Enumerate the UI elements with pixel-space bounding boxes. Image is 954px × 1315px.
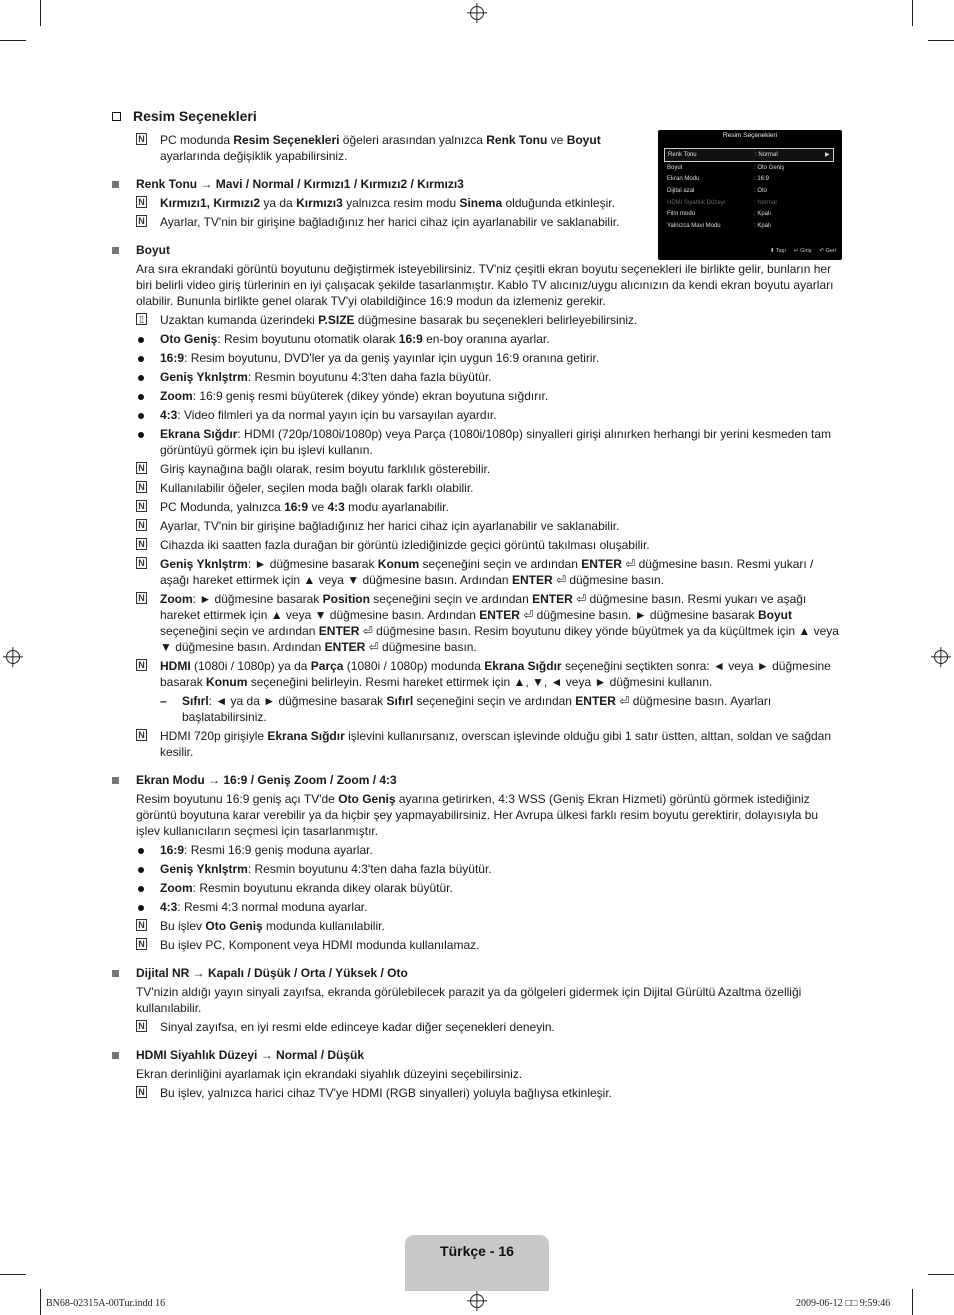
osd-title: Resim Seçenekleri	[722, 132, 778, 139]
arrow-right-icon: ▶	[825, 151, 830, 158]
osd-value: : Oto	[754, 187, 768, 194]
item-heading: Boyut	[112, 242, 842, 258]
note	[112, 214, 656, 230]
note-text: PC modunda Resim Seçenekleri öğeleri arasından yalnızca Renk Tonu ve Boyut ayarlarında değişiklik yapabilirsiniz.	[160, 133, 601, 163]
remote-icon: ▯	[136, 313, 147, 325]
note: N HDMI 720p girişiyle Ekrana Sığdır işlevini kullanırsanız, overscan işlevinde olduğu gibi 1 satır üstten, alttan, soldan ve sağdan kesilir.	[112, 728, 842, 760]
registration-mark-icon	[470, 1294, 484, 1308]
item-heading: Dijital NR → Kapalı / Düşük / Orta / Yüksek / Oto	[112, 965, 842, 981]
osd-value: : Oto Geniş	[754, 164, 785, 171]
square-bullet-icon	[112, 777, 119, 784]
enter-icon: ⏎	[552, 573, 566, 587]
note-icon: N	[136, 919, 147, 931]
bullet-icon	[138, 413, 144, 419]
crop-mark	[0, 40, 26, 41]
file-slug: BN68-02315A-00Tur.indd 16	[46, 1298, 166, 1309]
registration-mark-icon	[934, 650, 948, 664]
note-text: Ayarlar, TV'nin bir girişine bağladığınız her harici cihaz için ayarlanabilir ve saklanabilir.	[160, 215, 620, 229]
note-icon: N	[136, 519, 147, 531]
enter-icon: ⏎	[359, 624, 373, 638]
note-text: Uzaktan kumanda üzerindeki P.SIZE düğmesine basarak bu seçenekleri belirleyebilirsiniz.	[160, 313, 638, 327]
note-icon: N	[136, 481, 147, 493]
osd-label: Renk Tonu	[668, 151, 697, 158]
note: N HDMI (1080i / 1080p) ya da Parça (1080i / 1080p) modunda Ekrana Sığdır seçeneğini seçtikten sonra: ◄ veya ► düğmesine basarak Konum seçeneğini belirleyin. Resmi hareket ettirmek için ▲, ▼, ◄ veya ► düğmesini kullanın.	[112, 658, 842, 690]
osd-label: Boyut	[667, 164, 683, 171]
square-bullet-icon	[112, 1052, 119, 1059]
enter-icon: ⏎	[365, 640, 379, 654]
bullet: Oto Geniş: Resim boyutunu otomatik olarak 16:9 en-boy oranına ayarlar.	[112, 331, 842, 347]
bullet-icon	[138, 375, 144, 381]
bullet: 16:9: Resmi 16:9 geniş moduna ayarlar.	[112, 842, 842, 858]
bullet-icon	[138, 848, 144, 854]
section-title	[112, 108, 842, 124]
note-icon: N	[136, 938, 147, 950]
bullet: 4:3: Video filmleri ya da normal yayın için bu varsayılan ayardır.	[112, 407, 842, 423]
bullet-icon	[138, 337, 144, 343]
note-icon: N	[136, 215, 147, 227]
osd-label: Film modu	[667, 211, 696, 218]
crop-mark	[928, 40, 954, 41]
crop-mark	[928, 1274, 954, 1275]
crop-mark	[912, 1289, 913, 1315]
note: N PC Modunda, yalnızca 16:9 ve 4:3 modu ayarlanabilir.	[112, 499, 842, 515]
item-heading: Ekran Modu → 16:9 / Geniş Zoom / Zoom / 4:3	[112, 772, 842, 788]
square-bullet-icon	[112, 181, 119, 188]
page-number-tab: Türkçe - 16	[405, 1235, 549, 1291]
registration-mark-icon	[6, 650, 20, 664]
note: N Ayarlar, TV'nin bir girişine bağladığınız her harici cihaz için ayarlanabilir ve saklanabilir.	[112, 518, 842, 534]
bullet: Zoom: 16:9 geniş resmi büyüterek (dikey yönde) ekran boyutuna sığdırır.	[112, 388, 842, 404]
note: N Kullanılabilir öğeler, seçilen moda bağlı olarak farklı olabilir.	[112, 480, 842, 496]
registration-mark-icon	[470, 6, 484, 20]
enter-icon: ⏎	[519, 608, 534, 622]
note: N Giriş kaynağına bağlı olarak, resim boyutu farklılık gösterebilir.	[112, 461, 842, 477]
note: N Bu işlev, yalnızca harici cihaz TV'ye HDMI (RGB sinyalleri) yoluyla bağlıysa etkinleşir.	[112, 1085, 842, 1101]
crop-mark	[0, 1274, 26, 1275]
enter-icon: ⏎	[572, 592, 587, 606]
note: N Cihazda iki saatten fazla durağan bir görüntü izlediğinizde geçici görüntü takılması oluşabilir.	[112, 537, 842, 553]
osd-move-hint: ⬍ Taşı	[769, 248, 787, 254]
note: N Zoom: ► düğmesine basarak Position seçeneğini seçin ve ardından ENTER ⏎ düğmesine basın. Resmi yukarı ve aşağı hareket ettirmek için ▲ veya ▼ düğmesine basın. Ardından ENTER ⏎ düğmesine basın. ► düğmesine basarak Boyut seçeneğini seçin ve ardından ENTER ⏎ düğmesine basın. Resim boyutunu dikey yönde büyütmek ya da küçültmek için ▲ veya ▼ düğmesine basın. Ardından ENTER ⏎ düğmesine basın.	[112, 591, 842, 655]
osd-value: : Normal	[754, 199, 777, 206]
note: N Bu işlev PC, Komponent veya HDMI modunda kullanılamaz.	[112, 937, 842, 953]
paragraph: Resim boyutunu 16:9 geniş açı TV'de Oto Geniş ayarına getirirken, 4:3 WSS (Geniş Ekran Hizmeti) görüntü görmek istediğiniz görüntü boyutuna karar verebilir ya da hiçbir şey yapmayabilirsiniz. Her Avrupa ülkesi farklı resim boyutu gerektirir, dolayısıyla bu işlev kullanıcıların seçmesi için tasarlanmıştır.	[136, 792, 819, 838]
bullet-icon	[138, 867, 144, 873]
note-icon: N	[136, 462, 147, 474]
bullet: Ekrana Sığdır: HDMI (720p/1080i/1080p) veya Parça (1080i/1080p) sinyalleri girişi alınırken herhangi bir yerini kesmeden tam görüntüyü görmek için bu işlevi kullanın.	[112, 426, 842, 458]
note: N Geniş Yknlştrm: ► düğmesine basarak Konum seçeneğini seçin ve ardından ENTER ⏎ düğmesine basın. Resmi yukarı / aşağı hareket ettirmek için ▲ veya ▼ düğmesine basın. Ardından ENTER ⏎ düğmesine basın.	[112, 556, 842, 588]
osd-label: HDMI Siyahlık Düzeyi	[667, 199, 726, 206]
note-icon: N	[136, 729, 147, 741]
bullet-icon	[138, 432, 144, 438]
osd-label: Yalnızca Mavi Modu	[667, 222, 721, 229]
item-heading: Renk Tonu → Mavi / Normal / Kırmızı1 / Kırmızı2 / Kırmızı3	[112, 176, 842, 192]
note: N Sinyal zayıfsa, en iyi resmi elde edinceye kadar diğer seçenekleri deneyin.	[112, 1019, 842, 1035]
note-icon: N	[136, 133, 147, 145]
osd-label: Dijital azal	[667, 187, 695, 194]
note: N Bu işlev Oto Geniş modunda kullanılabilir.	[112, 918, 842, 934]
paragraph: TV'nizin aldığı yayın sinyali zayıfsa, ekranda görülebilecek parazit ya da gölgeleri gidermek için Dijital Gürültü Azaltma özelliği kullanılabilir.	[136, 985, 802, 1015]
item-heading: HDMI Siyahlık Düzeyi → Normal / Düşük	[112, 1047, 842, 1063]
bullet: 4:3: Resmi 4:3 normal moduna ayarlar.	[112, 899, 842, 915]
date-slug: 2009-06-12 □□ 9:59:46	[796, 1298, 891, 1309]
bullet: 16:9: Resim boyutunu, DVD'ler ya da geniş yayınlar için uygun 16:9 oranına getirir.	[112, 350, 842, 366]
note-text: Kırmızı1, Kırmızı2 ya da Kırmızı3 yalnızca resim modu Sinema olduğunda etkinleşir.	[160, 196, 615, 210]
square-bullet-icon	[112, 970, 119, 977]
osd-value: : 16:9	[754, 176, 770, 183]
note-icon: N	[136, 196, 147, 208]
bullet-icon	[138, 356, 144, 362]
enter-icon: ⏎	[621, 557, 636, 571]
paragraph: Ara sıra ekrandaki görüntü boyutunu değiştirmek isteyebilirsiniz. TV'niz çeşitli ekran boyutu seçenekleri ile birlikte gelir, bunların her biri belirli video giriş türlerinin en iyi çalışacak şekilde tasarlanmıştır. Kablo TV alıcınız/uygu alıcınızın da kendi ekran boyutu ayarları olabilir. Bununla birlikte genel olarak TV'yi olabildiğince 16:9 modun da izlemeniz gerekir.	[136, 262, 834, 308]
note-icon: N	[136, 592, 147, 604]
crop-mark	[912, 0, 913, 26]
note-icon: N	[136, 500, 147, 512]
remote-note	[112, 312, 842, 328]
osd-value: : Kpalı	[754, 222, 772, 229]
note-icon: N	[136, 659, 147, 671]
paragraph: Ekran derinliğini ayarlamak için ekrandaki siyahlık düzeyini seçebilirsiniz.	[136, 1067, 523, 1081]
osd-back-hint: ↶ Geri	[819, 248, 836, 254]
osd-enter-hint: ↵ Giriş	[794, 248, 812, 254]
bullet: Geniş Yknlştrm: Resmin boyutunu 4:3'ten daha fazla büyütür.	[112, 369, 842, 385]
osd-value: : Normal	[755, 151, 778, 158]
note-icon: N	[136, 557, 147, 569]
note-icon: N	[136, 1020, 147, 1032]
bullet: Geniş Yknlştrm: Resmin boyutunu 4:3'ten daha fazla büyütür.	[112, 861, 842, 877]
note-icon: N	[136, 1086, 147, 1098]
checkbox-square-icon	[112, 112, 121, 121]
crop-mark	[40, 0, 41, 26]
bullet-icon	[138, 905, 144, 911]
crop-mark	[40, 1289, 41, 1315]
osd-label: Ekran Modu	[667, 176, 700, 183]
square-bullet-icon	[112, 247, 119, 254]
osd-value: : Kpalı	[754, 211, 772, 218]
note	[112, 132, 656, 164]
bullet: Zoom: Resmin boyutunu ekranda dikey olarak büyütür.	[112, 880, 842, 896]
section-title-text: Resim Seçenekleri	[133, 108, 257, 124]
sub-item: – Sıfırl: ◄ ya da ► düğmesine basarak Sıfırl seçeneğini seçin ve ardından ENTER ⏎ düğmesine basın. Ayarları başlatabilirsiniz.	[160, 694, 772, 724]
bullet-icon	[138, 394, 144, 400]
page-content	[112, 108, 842, 1104]
bullet-icon	[138, 886, 144, 892]
note	[112, 195, 656, 211]
note-icon: N	[136, 538, 147, 550]
enter-icon: ⏎	[615, 694, 630, 708]
